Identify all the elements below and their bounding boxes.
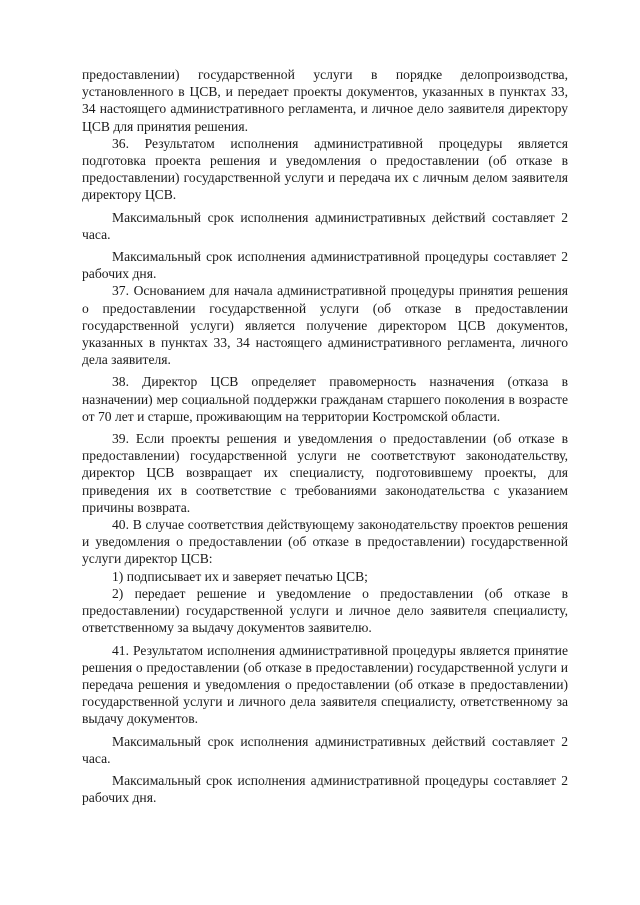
document-body [82, 66, 568, 806]
paragraph-38: 38. Директор ЦСВ определяет правомерность назначения (отказа в назначении) мер социальной поддержки гражданам старшего поколения в возрасте от 70 лет и старше, проживающим на территории Костромской области. [82, 374, 568, 424]
paragraph-36: 36. Результатом исполнения административной процедуры является подготовка проекта решения и уведомления о предоставлении (об отказе в предоставлении) государственной услуги и передача их с личным делом заявителя директору ЦСВ. [82, 135, 568, 203]
paragraph-41-max-procedure: Максимальный срок исполнения административной процедуры составляет 2 рабочих дня. [82, 772, 568, 806]
paragraph-36-max-procedure: Максимальный срок исполнения административной процедуры составляет 2 рабочих дня. [82, 249, 568, 282]
paragraph-37: 37. Основанием для начала административной процедуры принятия решения о предоставлении государственной услуги (об отказе в предоставлении государственной услуги) является получение директором ЦСВ документов, указанных в пунктах 33, 34 настоящего административного регламента, личного дела заявителя. [82, 283, 568, 368]
paragraph-40-item-2: 2) передает решение и уведомление о предоставлении (об отказе в предоставлении) государственной услуги и личное дело заявителя специалисту, ответственному за выдачу документов заявителю. [82, 585, 568, 636]
paragraph-continuation: предоставлении) государственной услуги в порядке делопроизводства, установленного в ЦСВ, и передает проекты документов, указанных в пунктах 33, 34 настоящего административного регламента, и личное дело заявителя директору ЦСВ для принятия решения. [82, 67, 568, 134]
paragraph-40: 40. В случае соответствия действующему законодательству проектов решения и уведомления о предоставлении (об отказе в предоставлении) государственной услуги директор ЦСВ: [82, 517, 568, 567]
paragraph-40-item-1: 1) подписывает их и заверяет печатью ЦСВ; [112, 568, 368, 584]
paragraph-41: 41. Результатом исполнения административной процедуры является принятие решения о предоставлении (об отказе в предоставлении) государственной услуги и передача решения и уведомления о предоставлении (об отказе в предоставлении) государственной услуги и личного дела заявителя специалисту, ответственному за выдачу документов. [82, 642, 568, 727]
paragraph-36-max-actions: Максимальный срок исполнения административных действий составляет 2 часа. [82, 209, 568, 242]
paragraph-39: 39. Если проекты решения и уведомления о предоставлении (об отказе в предоставлении) государственной услуги не соответствуют законодательству, директор ЦСВ возвращает их специалисту, подготовившему проекты, для приведения их в соответствие с требованиями законодательства с указанием причины возврата. [82, 431, 568, 515]
paragraph-41-max-actions: Максимальный срок исполнения административных действий составляет 2 часа. [82, 733, 568, 766]
